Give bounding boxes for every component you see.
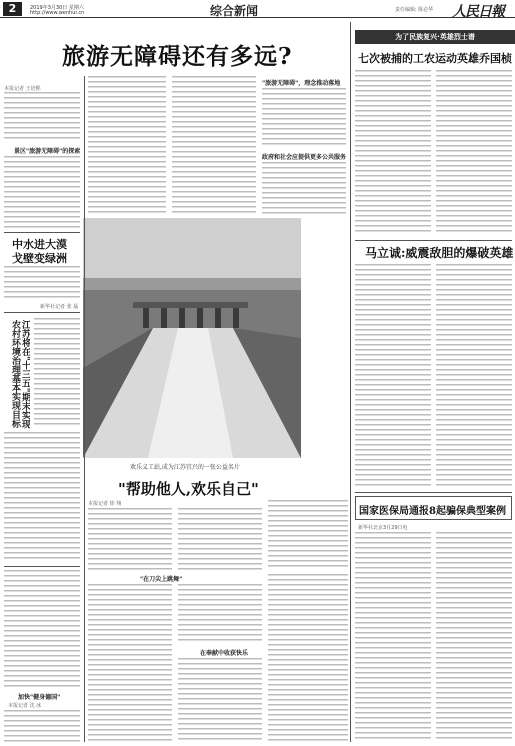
feature-text-4 xyxy=(88,584,172,742)
main-subhead-2: "旅游无障碍"，理念推动落地 xyxy=(262,80,341,87)
main-headline: 旅游无障碍还有多远? xyxy=(62,43,293,70)
side-headline-line1: 中水进大漠 xyxy=(12,238,67,251)
bottom-left-text-2 xyxy=(4,710,80,742)
section-title: 综合新闻 xyxy=(210,4,259,18)
right-article-2-col-1 xyxy=(355,264,431,486)
side-headline-line2: 戈壁变绿洲 xyxy=(12,252,67,265)
divider xyxy=(4,566,80,567)
feature-subhead-2: 在奉献中收获快乐 xyxy=(200,650,249,657)
feature-byline: 本报记者 徐 翔 xyxy=(88,501,122,507)
right-headline-2: 马立诚:威震敌胆的爆破英雄 xyxy=(365,246,514,260)
divider xyxy=(4,312,80,313)
divider xyxy=(355,240,512,241)
vertical-headline: 江苏将在"十三五"期末实现农村环境治理基本实现目标 xyxy=(10,320,30,429)
site-url[interactable]: http://www.wenhui.cn xyxy=(30,10,85,16)
right-article-3-col-1 xyxy=(355,532,431,742)
main-subhead-1: 景区"旅游无障碍"的探索 xyxy=(14,148,81,155)
column-rule xyxy=(350,22,351,742)
feature-text-2 xyxy=(178,508,262,570)
page-number: 2 xyxy=(3,2,22,16)
main-article-col-1b xyxy=(4,156,80,228)
series-banner: 为了民族复兴·英雄烈士谱 xyxy=(355,30,515,44)
feature-subhead-1: "在刀尖上跳舞" xyxy=(140,576,183,583)
right-article-3-col-2 xyxy=(436,532,512,742)
main-byline: 本报记者 王培熙 xyxy=(4,86,41,92)
issue-date: 2019年3月30日 星期六 xyxy=(30,5,84,11)
dam-photo xyxy=(83,218,301,458)
main-subhead-3: 政府和社会应提供更多公共服务 xyxy=(262,154,347,161)
divider xyxy=(4,232,80,233)
vertical-article-text-2 xyxy=(4,432,80,562)
column-rule xyxy=(84,76,85,742)
right-article-1-col-2 xyxy=(436,70,512,234)
vertical-article-text xyxy=(34,318,80,428)
photo-caption: 欢乐义工站,成为江苏宜兴的一张公益名片 xyxy=(130,464,240,471)
right-headline-3: 国家医保局通报8起骗保典型案例 xyxy=(359,506,506,517)
feature-text-6 xyxy=(178,658,262,742)
right-headline-1: 七次被捕的工农运动英雄乔国桢 xyxy=(358,52,512,65)
feature-text-5 xyxy=(178,584,262,644)
bottom-left-byline: 本报记者 沈 冰 xyxy=(8,703,42,709)
feature-text-1 xyxy=(88,508,172,570)
side-byline: 新华社记者 张 磊 xyxy=(40,304,79,310)
feature-headline: "帮助他人,欢乐自己" xyxy=(118,480,259,498)
right-article-1-col-1 xyxy=(355,70,431,234)
right-article-2-col-2 xyxy=(436,264,512,486)
feature-text-3 xyxy=(268,500,348,570)
main-article-col-2 xyxy=(88,76,166,214)
main-article-col-1 xyxy=(4,92,80,142)
divider xyxy=(355,492,512,493)
main-article-col-4b xyxy=(262,162,346,214)
newspaper-logo: 人民日報 xyxy=(452,4,504,20)
main-article-col-3 xyxy=(172,76,256,214)
bottom-left-headline: 加快"健身德国" xyxy=(18,694,61,701)
editor-credit: 责任编辑: 陈必华 xyxy=(395,7,434,13)
page-header xyxy=(0,0,515,18)
side-article-text xyxy=(4,266,80,300)
right-source-note: 新华社北京3月29日电 xyxy=(358,525,408,531)
feature-text-7 xyxy=(268,574,348,742)
bottom-left-text xyxy=(4,570,80,688)
main-article-col-4 xyxy=(262,88,346,148)
